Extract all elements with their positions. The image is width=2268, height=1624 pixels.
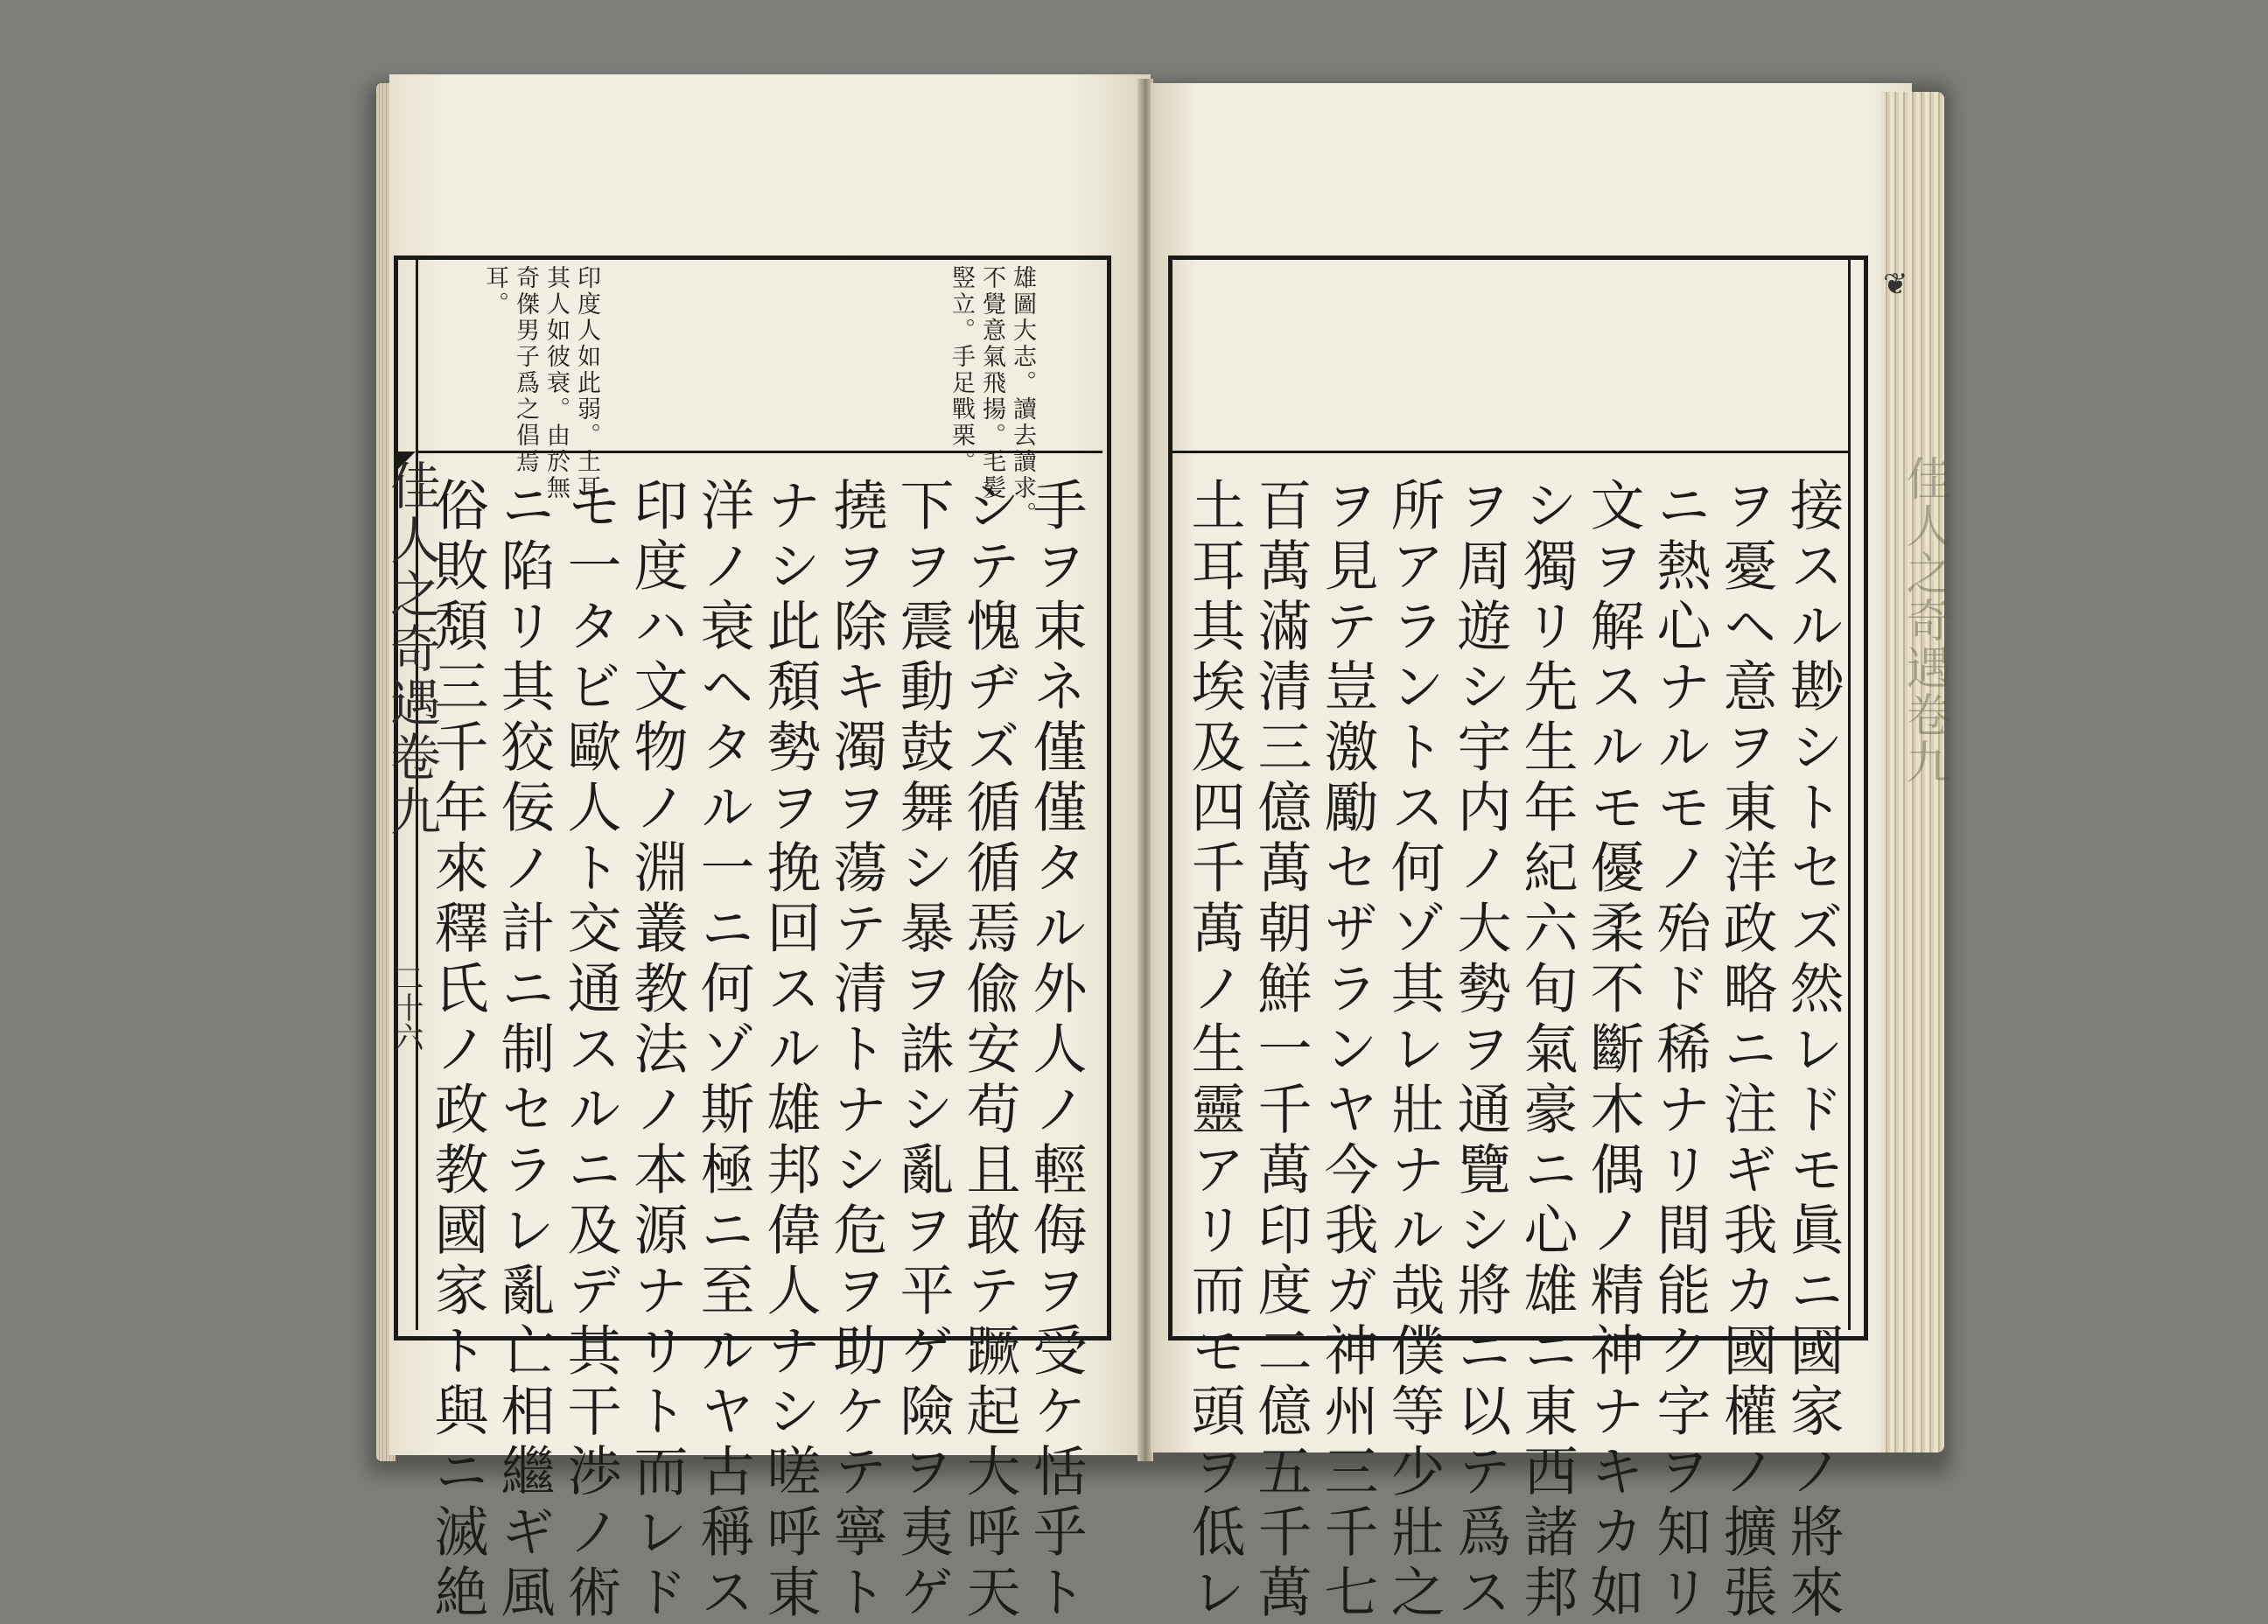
left-text-column: 洋ノ衰ヘタル一ニ何ゾ斯極ニ至ルヤ古稱ス [691, 477, 755, 1624]
right-text-column: 接スル尠シトセズ然レドモ眞ニ國家ノ將來 [1781, 477, 1844, 1624]
margin-note: 竪立。手足戰栗。 [948, 265, 975, 475]
left-page-number: 二十六 [388, 962, 424, 1052]
left-text-column: ニ陷リ其狡佞ノ計ニ制セラレ亂亡相繼ギ風 [492, 477, 556, 1624]
right-text-column: ヲ周遊シ宇内ノ大勢ヲ通覽シ將ニ以テ爲ス [1448, 477, 1512, 1624]
left-text-column: 撓ヲ除キ濁ヲ蕩テ清トナシ危ヲ助ケテ寧ト [824, 477, 888, 1624]
right-text-column: 土耳其埃及四千萬ノ生靈アリ而モ頭ヲ低レ [1182, 477, 1246, 1624]
right-edge-fold-mark: ❦ [1883, 267, 1908, 302]
left-text-column: モ一タビ歐人ト交通スルニ及デ其干渉ノ術 [558, 477, 622, 1624]
left-edge-title: 佳人之奇遇卷九 [382, 459, 441, 839]
right-text-column: 文ヲ解スルモ優柔不斷木偶ノ精神ナキカ如 [1581, 477, 1645, 1624]
right-edge-title: 佳人之奇遇卷九 [1898, 455, 1950, 786]
left-text-column: シテ愧ヂズ循循焉偸安苟且敢テ蹶起大呼天 [957, 477, 1021, 1624]
right-text-column: ニ熱心ナルモノ殆ド稀ナリ間能ク字ヲ知リ [1648, 477, 1712, 1624]
right-header-divider [1172, 451, 1851, 453]
left-text-column: 下ヲ震動鼓舞シ暴ヲ誅シ亂ヲ平ゲ險ヲ夷ゲ [891, 477, 955, 1624]
right-text-column: 百萬滿清三億萬朝鮮一千萬印度二億五千萬 [1249, 477, 1312, 1624]
right-text-column: ヲ見テ豈激勵セザランヤ今我ガ神州三千七 [1315, 477, 1379, 1624]
right-text-column: 所アラントス何ゾ其レ壯ナル哉僕等少壯之 [1382, 477, 1446, 1624]
right-text-column: シ獨リ先生年紀六旬氣豪ニ心雄ニ東西諸邦 [1515, 477, 1578, 1624]
margin-note: 雄圖大志。讀去讀求。 [1009, 265, 1036, 528]
left-text-column: 手ヲ束ネ僅僅タル外人ノ輕侮ヲ受ケ恬乎ト [1024, 477, 1088, 1624]
margin-note: 奇傑男子爲之倡焉 [512, 265, 539, 475]
left-text-column: ナシ此頽勢ヲ挽回スル雄邦偉人ナシ嗟呼東 [758, 477, 822, 1624]
left-text-column: 俗敗頽三千年來釋氏ノ政教國家ト與ニ滅絶 [425, 477, 489, 1624]
margin-note: 耳。 [481, 265, 508, 318]
margin-note: 其人如彼衰。由於無 [542, 265, 570, 501]
margin-note: 印度人如此弱。土耳 [573, 265, 600, 501]
right-text-column: ヲ憂ヘ意ヲ東洋政略ニ注ギ我カ國權ノ擴張 [1714, 477, 1778, 1624]
right-margin-rule [1848, 258, 1851, 1330]
margin-note: 不覺意氣飛揚。毛髪 [978, 265, 1005, 501]
left-text-column: 印度ハ文物ノ淵叢教法ノ本源ナリト而レド [625, 477, 689, 1624]
